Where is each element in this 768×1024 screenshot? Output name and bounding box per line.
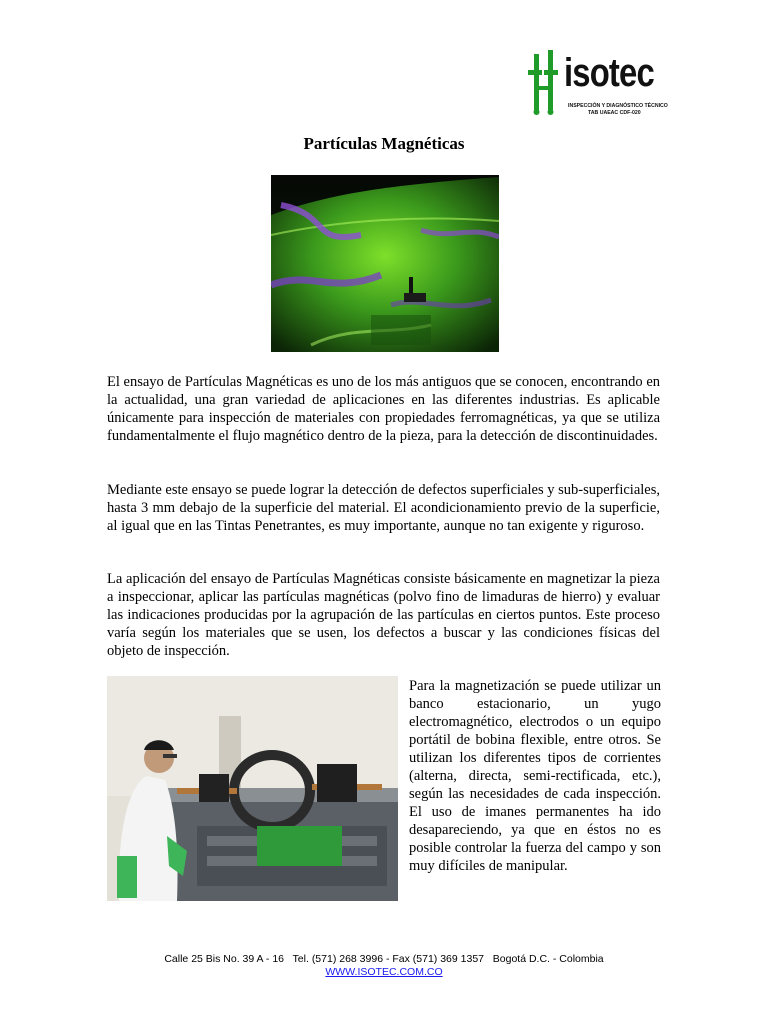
isotec-logo-mark-icon — [528, 48, 564, 118]
website-link[interactable]: WWW.ISOTEC.COM.CO — [325, 966, 443, 978]
paragraph-detection: Mediante este ensayo se puede lograr la detección de defectos superficiales y sub-superficiales, hasta 3 mm debajo de la superficie del material. El acondicionamiento previo de la superficie, al igual que en las Tintas Penetrantes, es muy importante, aunque no tan exigente y riguroso. — [107, 482, 660, 534]
inspection-photo-bench — [107, 676, 398, 901]
logo-tagline: INSPECCIÓN Y DIAGNÓSTICO TÉCNICO — [568, 103, 668, 109]
footer-address: Calle 25 Bis No. 39 A - 16 Tel. (571) 268 3996 - Fax (571) 369 1357 Bogotá D.C. - Colombia — [164, 953, 604, 965]
logo-accreditation: TAB UAEAC CDF-020 — [588, 110, 641, 116]
paragraph-magnetization: Para la magnetización se puede utilizar un banco estacionario, un yugo electromagnético, electrodos o un equipo portátil de bobina flexible, entre otros. Se utilizan los diferentes tipos de corrientes (alterna, directa, semi-rectificada, etc.), según las necesidades de cada inspección. El uso de imanes permanentes ha ido desapareciendo, ya que en éstos no es posible controlar la fuerza del campo y son muy difíciles de manipular. — [409, 678, 661, 874]
page-title: Partículas Magnéticas — [303, 134, 465, 153]
page-footer — [0, 953, 768, 979]
paragraph-application: La aplicación del ensayo de Partículas Magnéticas consiste básicamente en magnetizar la pieza a inspeccionar, aplicar las partículas magnéticas (polvo fino de limaduras de hierro) y evaluar las indicaciones producidas por la agrupación de las partículas en ciertos puntos. Este proceso varía según los materiales que se usen, los defectos a buscar y las condiciones físicas del objeto de inspección. — [107, 571, 660, 659]
inspection-photo-fluorescent — [271, 175, 499, 352]
isotec-logo — [528, 48, 668, 130]
logo-wordmark: isotec — [564, 51, 654, 95]
paragraph-intro: El ensayo de Partículas Magnéticas es uno de los más antiguos que se conocen, encontrando en la actualidad, una gran variedad de aplicaciones en las diferentes industrias. Es aplicable únicamente para inspección de materiales con propiedades ferromagnéticas, ya que se utiliza fundamentalmente el flujo magnético dentro de la pieza, para la detección de discontinuidades. — [107, 374, 660, 444]
